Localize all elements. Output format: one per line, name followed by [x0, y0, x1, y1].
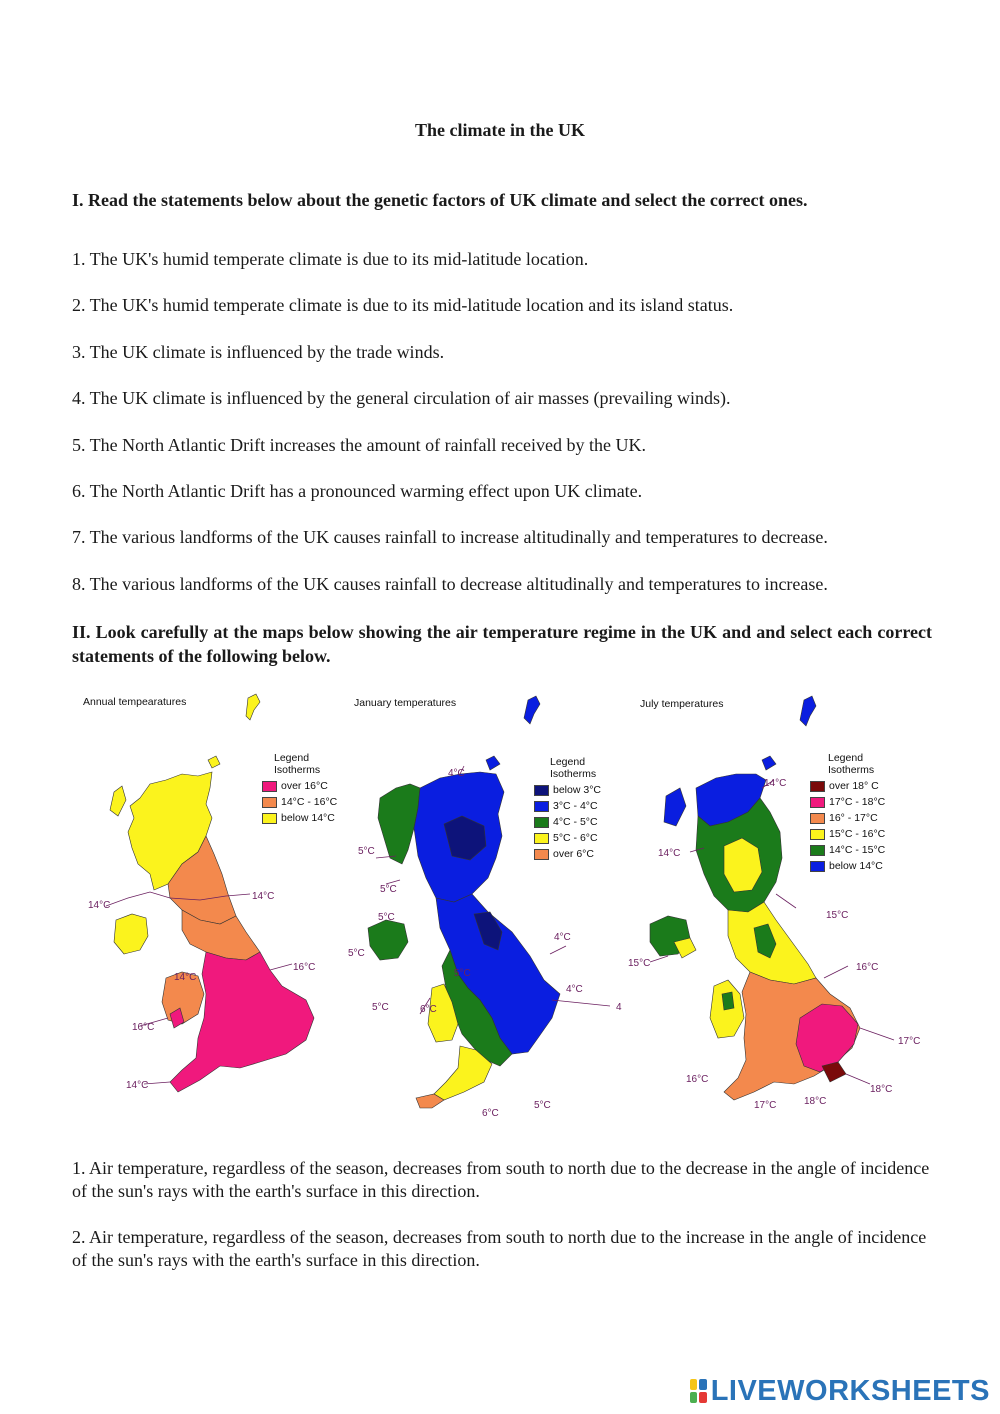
- isotherm-label: 18°C: [870, 1084, 893, 1095]
- legend-title: Legend: [828, 752, 864, 764]
- january-map-title: January temperatures: [354, 697, 457, 709]
- july-temperature-map: [624, 688, 934, 1118]
- legend-subtitle: Isotherms: [274, 764, 321, 776]
- isotherm-label: 14°C: [658, 848, 681, 859]
- january-legend: [534, 756, 601, 862]
- legend-title: Legend: [550, 756, 586, 768]
- isotherm-label: 5°C: [348, 948, 365, 959]
- isotherm-label: 14°C: [126, 1080, 149, 1091]
- section-1-statement[interactable]: 6. The North Atlantic Drift has a pronounced warming effect upon UK climate.: [72, 481, 643, 501]
- logo-text: LIVEWORKSHEETS: [710, 1374, 990, 1407]
- july-legend: [810, 752, 885, 874]
- section-1-statement[interactable]: 1. The UK's humid temperate climate is due to its mid-latitude location.: [72, 249, 589, 269]
- liveworksheets-logo: [690, 1374, 990, 1408]
- isotherm-label: 17°C: [754, 1100, 777, 1111]
- isotherm-label: 14°C: [764, 778, 787, 789]
- legend-item: over 18° C: [810, 778, 885, 794]
- isotherm-label: 5°C: [372, 1002, 389, 1013]
- section-2-heading: II. Look carefully at the maps below showing the air temperature regime in the UK and and select each correct statements of the following below.: [72, 622, 932, 666]
- legend-item: below 14°C: [810, 858, 885, 874]
- isotherm-label: 6°C: [420, 1004, 437, 1015]
- july-map-title: July temperatures: [640, 698, 724, 710]
- isotherm-label: 17°C: [898, 1036, 921, 1047]
- isotherm-label: 15°C: [628, 958, 651, 969]
- legend-item: 14°C - 16°C: [262, 794, 337, 810]
- isotherm-label: 4°C: [554, 932, 571, 943]
- legend-item: 15°C - 16°C: [810, 826, 885, 842]
- legend-subtitle: Isotherms: [550, 768, 597, 780]
- isotherm-label: 16°C: [293, 962, 316, 973]
- isotherm-label: 5°C: [358, 846, 375, 857]
- legend-item: 4°C - 5°C: [534, 814, 601, 830]
- isotherm-label: 5°C: [454, 968, 471, 979]
- isotherm-label: 14°C: [88, 900, 111, 911]
- section-2-statement[interactable]: 2. Air temperature, regardless of the season, decreases from south to north due to the increase in the angle of incidence of the sun's rays with the earth's surface in this direction.: [72, 1227, 927, 1270]
- legend-item: below 14°C: [262, 810, 337, 826]
- legend-item: 5°C - 6°C: [534, 830, 601, 846]
- legend-item: 17°C - 18°C: [810, 794, 885, 810]
- legend-item: over 6°C: [534, 846, 601, 862]
- annual-legend: [262, 752, 337, 826]
- isotherm-label: 5°C: [378, 912, 395, 923]
- isotherm-label: 4°C: [566, 984, 583, 995]
- section-1-heading: I. Read the statements below about the genetic factors of UK climate and select the correct ones.: [72, 190, 808, 210]
- section-1-statement[interactable]: 7. The various landforms of the UK causes rainfall to increase altitudinally and temperatures to decrease.: [72, 527, 828, 547]
- annual-map-title: Annual tempearatures: [83, 696, 187, 708]
- isotherm-label: 5°C: [380, 884, 397, 895]
- legend-item: 16° - 17°C: [810, 810, 885, 826]
- legend-item: 3°C - 4°C: [534, 798, 601, 814]
- section-1-statement[interactable]: 4. The UK climate is influenced by the general circulation of air masses (prevailing winds).: [72, 388, 731, 408]
- isotherm-label: 4: [616, 1002, 622, 1013]
- section-2-statement[interactable]: 1. Air temperature, regardless of the season, decreases from south to north due to the decrease in the angle of incidence of the sun's rays with the earth's surface in this direction.: [72, 1158, 930, 1201]
- logo-icon: [690, 1379, 707, 1403]
- isotherm-label: 15°C: [826, 910, 849, 921]
- january-temperature-map: [340, 688, 630, 1118]
- isotherm-label: 14°C: [252, 891, 275, 902]
- isotherm-label: 16°C: [856, 962, 879, 973]
- isotherm-label: 5°C: [534, 1100, 551, 1111]
- section-1-statement[interactable]: 2. The UK's humid temperate climate is due to its mid-latitude location and its island status.: [72, 295, 734, 315]
- isotherm-label: 16°C: [132, 1022, 155, 1033]
- legend-item: 14°C - 15°C: [810, 842, 885, 858]
- isotherm-label: 4°C: [448, 768, 465, 779]
- legend-item: over 16°C: [262, 778, 337, 794]
- isotherm-label: 6°C: [482, 1108, 499, 1118]
- section-1-statement[interactable]: 5. The North Atlantic Drift increases the amount of rainfall received by the UK.: [72, 435, 646, 455]
- legend-item: below 3°C: [534, 782, 601, 798]
- legend-subtitle: Isotherms: [828, 764, 875, 776]
- section-1-statement[interactable]: 3. The UK climate is influenced by the trade winds.: [72, 342, 445, 362]
- isotherm-label: 16°C: [686, 1074, 709, 1085]
- isotherm-label: 18°C: [804, 1096, 827, 1107]
- page-title: The climate in the UK: [415, 120, 585, 140]
- section-1-statement[interactable]: 8. The various landforms of the UK causes rainfall to decrease altitudinally and temperatures to increase.: [72, 574, 828, 594]
- legend-title: Legend: [274, 752, 310, 764]
- isotherm-label: 14°C: [174, 972, 197, 983]
